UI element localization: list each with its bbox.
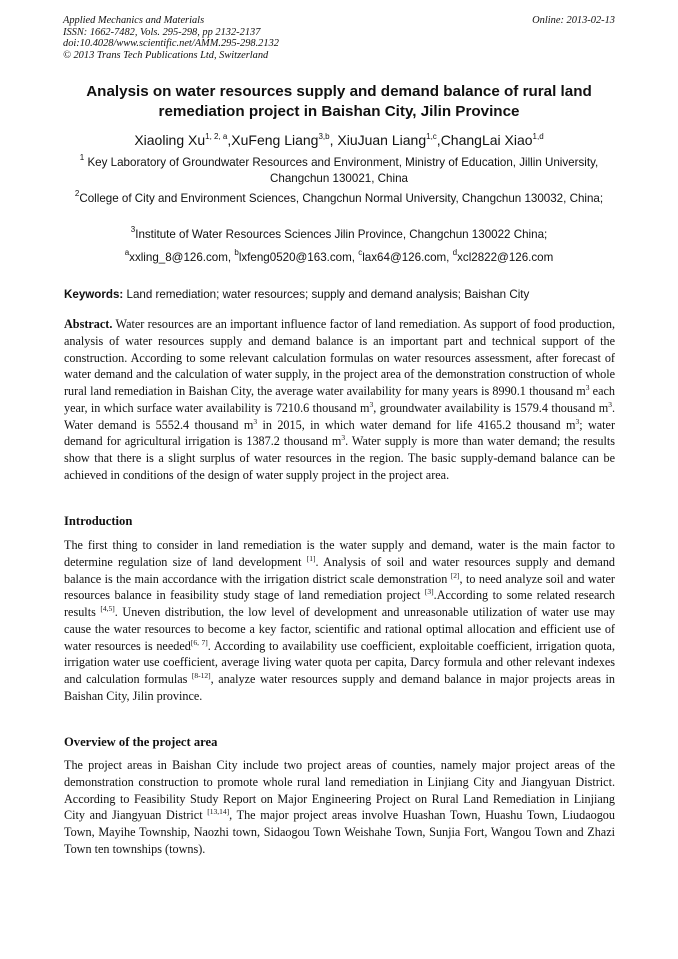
affiliation-sup: 1 bbox=[79, 153, 85, 162]
citation: [2] bbox=[450, 570, 460, 580]
abstract-text: each year, in which surface water availability is 7210.6 thousand m bbox=[64, 384, 615, 415]
abstract-paragraph bbox=[64, 316, 615, 484]
body-text: The first thing to consider in land remediation is the water supply and demand, water is the main factor to determine regulation size of land development bbox=[64, 538, 615, 569]
superscript: 3 bbox=[369, 399, 374, 409]
superscript: 3 bbox=[341, 433, 346, 443]
author-sup: 1,d bbox=[532, 132, 544, 141]
abstract-text: in 2015, in which water demand for life 4165.2 thousand m bbox=[257, 417, 576, 432]
introduction-paragraph bbox=[64, 537, 615, 705]
email-sup: a bbox=[124, 248, 130, 257]
superscript: 3 bbox=[253, 416, 258, 426]
journal-name: Applied Mechanics and Materials bbox=[63, 15, 205, 26]
overview-paragraph bbox=[64, 757, 615, 858]
section-heading-overview: Overview of the project area bbox=[64, 735, 218, 749]
affiliation-3 bbox=[66, 227, 612, 243]
email-list bbox=[60, 250, 618, 266]
email-sup: c bbox=[358, 248, 363, 257]
copyright-line: © 2013 Trans Tech Publications Ltd, Switzerland bbox=[63, 49, 269, 61]
body-text: . Uneven distribution, the low level of development and unreasonable utilization of water use may cause the water resources to become a key factor, scientific and rational optimal allocation and efficient use of water resources is needed bbox=[64, 605, 616, 653]
abstract-text: ; water demand for agricultural irrigation is 1387.2 thousand m bbox=[64, 417, 616, 449]
email-sup: d bbox=[452, 248, 458, 257]
superscript: 3 bbox=[575, 416, 580, 426]
author-sup: 1, 2, a bbox=[205, 132, 228, 141]
email-address: xxling_8@126.com, bbox=[129, 251, 235, 264]
affiliation-1 bbox=[66, 155, 612, 187]
superscript: 3 bbox=[608, 399, 612, 409]
affiliation-sup: 2 bbox=[74, 189, 80, 198]
keywords-label: Keywords: bbox=[64, 288, 124, 301]
body-text: . Analysis of soil and water resources supply and demand balance is the main accordance with the irrigation district scale demonstration bbox=[64, 554, 616, 586]
affiliation-2 bbox=[66, 191, 612, 207]
email-address: lax64@126.com, bbox=[362, 251, 453, 264]
author-name: ChangLai Xiao bbox=[440, 132, 533, 148]
author-sup: 1,c bbox=[426, 132, 437, 141]
abstract-label: Abstract. bbox=[64, 317, 113, 331]
email-address: xcl2822@126.com bbox=[457, 251, 554, 264]
citation: [4,5] bbox=[100, 604, 115, 613]
online-date: Online: 2013-02-13 bbox=[532, 15, 615, 26]
author-name: XuFeng Liang bbox=[231, 132, 319, 148]
citation: [1] bbox=[306, 553, 316, 563]
issn-line: ISSN: 1662-7482, Vols. 295-298, pp 2132-2137 bbox=[63, 26, 261, 38]
citation: [13,14] bbox=[207, 807, 230, 817]
section-heading-introduction: Introduction bbox=[64, 514, 133, 528]
affiliation-sup: 3 bbox=[130, 225, 136, 234]
body-text: , The major project areas involve Huashan Town, Huashu Town, Liudaogou Town, Mayihe Township, Naozhi town, Sidaogou Town Weishahe Town, Sunjia Fort, Wangou Town and Zhazi Town ten townships (towns). bbox=[64, 808, 615, 856]
author-sup: 3,b bbox=[318, 132, 330, 141]
abstract-text: Water resources are an important influence factor of land remediation. As support of food production, analysis of water resources supply and demand balance is an important part and technical support of the construction. According to some relevant calculation formulas on water resources assessment, after forecast of water demand and the calculation of water supply, in the project area of the demonstration construction of whole rural land remediation in Baishan City, the average water availability for many years is 8990.1 thousand m bbox=[64, 317, 615, 398]
citation: [3] bbox=[424, 587, 434, 597]
body-text: , to need analyze soil and water resources balance in feasibility study stage of land remediation project bbox=[64, 571, 615, 603]
affiliation-text: College of City and Environment Sciences, Changchun Normal University, Changchun 130032, China; bbox=[79, 192, 604, 205]
superscript: 3 bbox=[585, 383, 590, 392]
body-text: . According to availability use coefficient, exploitable coefficient, irrigation quota, irrigation water use coefficient, average living water quota per capita, Darcy formula and other relevant indexes and calculation formulas bbox=[64, 638, 616, 686]
title-line-2: remediation project in Baishan City, Jilin Province bbox=[158, 103, 520, 120]
abstract-text: . Water demand is 5552.4 thousand m bbox=[64, 400, 615, 432]
body-text: , analyze water resources supply and demand balance in major projects areas in Baishan City, Jilin province. bbox=[64, 672, 616, 703]
email-address: lxfeng0520@163.com, bbox=[238, 251, 359, 264]
affiliation-text: Key Laboratory of Groundwater Resources and Environment, Ministry of Education, Jillin University, Changchun 130021, China bbox=[87, 156, 599, 185]
body-text: .According to some related research results bbox=[64, 588, 616, 619]
abstract-text: , groundwater availability is 1579.4 thousand m bbox=[373, 400, 609, 415]
doi-line: doi:10.4028/www.scientific.net/AMM.295-298.2132 bbox=[63, 38, 279, 50]
citation: [6, 7] bbox=[190, 637, 208, 647]
email-sup: b bbox=[234, 248, 239, 257]
title-line-1: Analysis on water resources supply and demand balance of rural land bbox=[86, 83, 592, 100]
author-name: Xiaoling Xu bbox=[134, 132, 206, 148]
paper-title bbox=[60, 82, 618, 122]
keywords bbox=[64, 287, 616, 303]
author-list: Xiaoling Xu$^{1, 2, a}$,XuFeng Liang$^{3,b}$, XiuJuan Liang$^{1,c}$,ChangLai Xiao$^{1,d}$ bbox=[134, 132, 544, 148]
author-name: XiuJuan Liang bbox=[337, 132, 427, 148]
citation: [8-12] bbox=[191, 671, 211, 680]
body-text: The project areas in Baishan City include two project areas of counties, namely major project areas of the demonstration construction to promote whole rural land remediation in Linjiang City and Jiangyuan District. According to Feasibility Study Report on Major Engineering Project on Rural Land Remediation in Linjiang City and Jiangyuan District bbox=[64, 758, 615, 823]
journal-header bbox=[63, 15, 279, 61]
keywords-text: Land remediation; water resources; supply and demand analysis; Baishan City bbox=[123, 288, 530, 301]
affiliation-text: Institute of Water Resources Sciences Jilin Province, Changchun 130022 China; bbox=[135, 228, 548, 241]
abstract-text: . Water supply is more than water demand; the results show that there is a slight surplus of water resources in the region. The basic supply-demand balance can be achieved in conditions of the design of water supply project in the project area. bbox=[64, 434, 615, 482]
